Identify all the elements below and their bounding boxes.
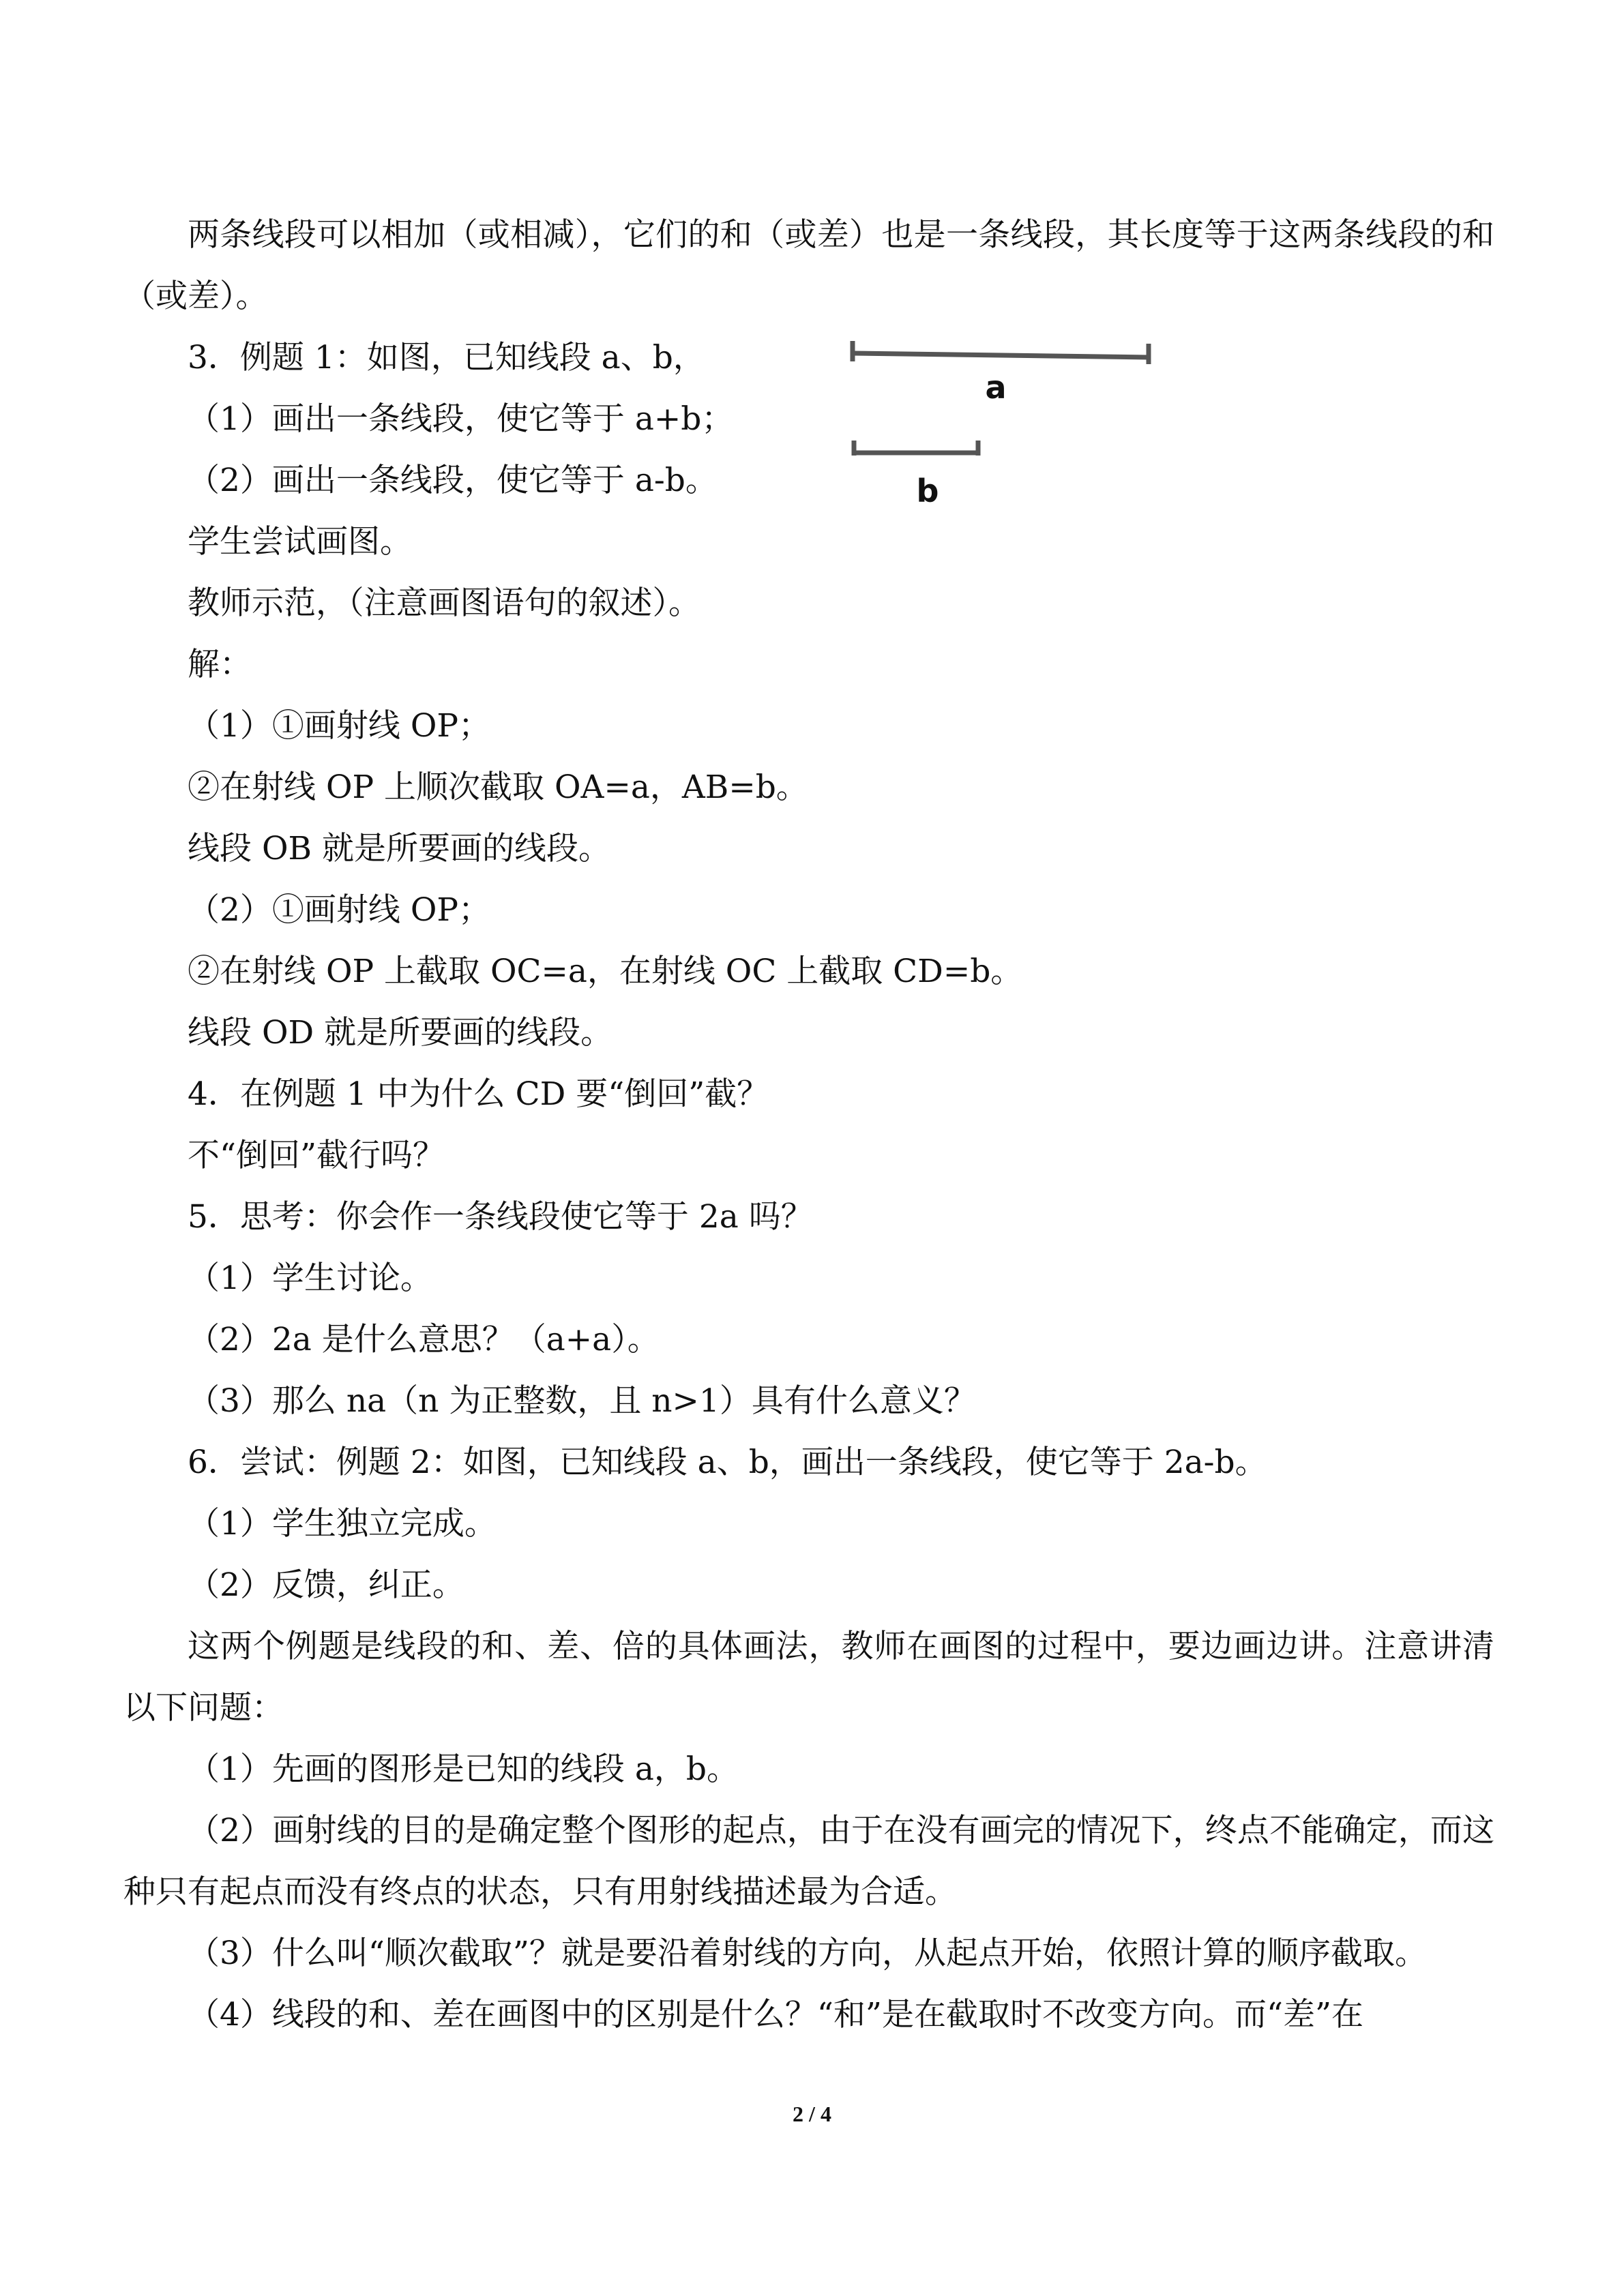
page-number: 2 / 4	[793, 2102, 831, 2126]
paragraph-solution-1-result: 线段 OB 就是所要画的线段。	[188, 830, 610, 867]
paragraph-example-1-part-2: （2）画出一条线段，使它等于 a-b。	[188, 462, 718, 499]
paragraph-solution-1-step-2: ②在射线 OP 上顺次截取 OA=a，AB=b。	[188, 769, 808, 806]
paragraph-question-5-item-3: （3）那么 na（n 为正整数，且 n>1）具有什么意义？	[188, 1382, 976, 1420]
paragraph-note-3: （3）什么叫“顺次截取”？就是要沿着射线的方向，从起点开始，依照计算的顺序截取。	[188, 1935, 1427, 1972]
document-body	[123, 205, 1494, 2046]
paragraph-example-2-item-1: （1）学生独立完成。	[188, 1505, 497, 1542]
paragraph-solution-1-step-1: （1）①画射线 OP；	[188, 707, 490, 745]
paragraph-solution: 解：	[188, 646, 252, 683]
paragraph-teacher-demo: 教师示范，（注意画图语句的叙述）。	[188, 584, 700, 622]
paragraph-question-5-item-1: （1）学生讨论。	[188, 1259, 432, 1297]
paragraph-question-5: 5．思考：你会作一条线段使它等于 2a 吗？	[188, 1198, 813, 1236]
paragraph-question-4: 4．在例题 1 中为什么 CD 要“倒回”截？	[188, 1075, 769, 1113]
segments-figure	[839, 341, 1180, 518]
paragraph-example-2-item-2: （2）反馈，纠正。	[188, 1566, 464, 1604]
paragraph-example-1: 3．例题 1：如图，已知线段 a、b，	[188, 339, 705, 376]
segment-a	[853, 341, 1149, 364]
segment-a-label: a	[985, 369, 1007, 406]
paragraph-question-4-followup: 不“倒回”截行吗？	[188, 1137, 445, 1174]
paragraph-example-1-part-1: （1）画出一条线段，使它等于 a+b；	[188, 400, 734, 438]
segment-a-line	[853, 353, 1149, 357]
paragraph-solution-2-step-1: （2）①画射线 OP；	[188, 891, 490, 929]
paragraph-note-4: （4）线段的和、差在画图中的区别是什么？“和”是在截取时不改变方向。而“差”在	[188, 1996, 1364, 2033]
paragraph-summary: 这两个例题是线段的和、差、倍的具体画法，教师在画图的过程中，要边画边讲。注意讲清以下问题：	[123, 1628, 1494, 1727]
segment-b-label: b	[916, 473, 939, 509]
paragraph-solution-2-result: 线段 OD 就是所要画的线段。	[188, 1014, 613, 1052]
paragraph-solution-2-step-2: ②在射线 OP 上截取 OC=a，在射线 OC 上截取 CD=b。	[188, 953, 1023, 990]
paragraph-1: 两条线段可以相加（或相减），它们的和（或差）也是一条线段，其长度等于这两条线段的和（或差）。	[123, 216, 1494, 315]
paragraph-question-5-item-2: （2）2a 是什么意思？（a+a）。	[188, 1321, 660, 1358]
segments-diagram	[839, 341, 1180, 518]
paragraph-note-2: （2）画射线的目的是确定整个图形的起点，由于在没有画完的情况下，终点不能确定，而这种只有起点而没有终点的状态，只有用射线描述最为合适。	[123, 1812, 1494, 1911]
paragraph-example-2: 6．尝试：例题 2：如图，已知线段 a、b，画出一条线段，使它等于 2a-b。	[188, 1444, 1267, 1481]
paragraph-note-1: （1）先画的图形是已知的线段 a，b。	[188, 1750, 739, 1788]
segment-b	[854, 441, 978, 456]
paragraph-students-try: 学生尝试画图。	[188, 523, 412, 561]
